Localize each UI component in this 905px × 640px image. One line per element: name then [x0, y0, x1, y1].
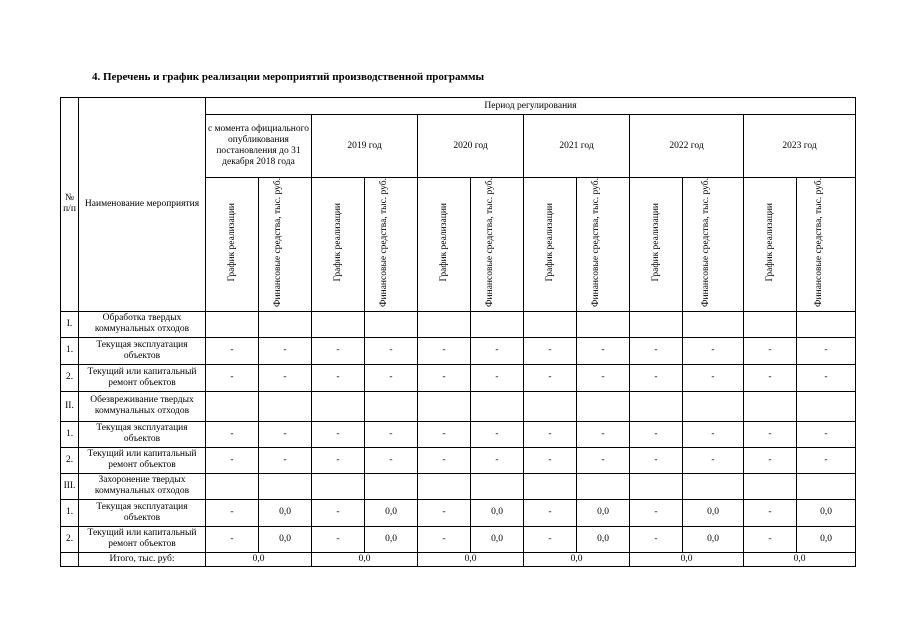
- cell-value: [797, 473, 856, 499]
- row-name: Текущая эксплуатация объектов: [79, 499, 206, 526]
- cell-value: -: [577, 337, 630, 364]
- cell-value: 0,0: [365, 526, 418, 552]
- cell-value: -: [744, 499, 797, 526]
- cell-value: -: [744, 421, 797, 447]
- header-schedule: [418, 178, 471, 312]
- header-schedule-label: График реализации: [332, 203, 343, 282]
- cell-value: -: [206, 364, 259, 391]
- cell-value: [744, 311, 797, 337]
- cell-value: -: [259, 337, 312, 364]
- cell-value: -: [797, 447, 856, 473]
- cell-value: [471, 311, 524, 337]
- cell-value: [259, 473, 312, 499]
- cell-value: -: [577, 421, 630, 447]
- cell-value: -: [744, 526, 797, 552]
- cell-value: -: [471, 447, 524, 473]
- cell-value: -: [365, 337, 418, 364]
- cell-value: -: [797, 421, 856, 447]
- cell-value: -: [259, 421, 312, 447]
- cell-value: -: [418, 499, 471, 526]
- cell-value: -: [577, 364, 630, 391]
- cell-value: -: [524, 364, 577, 391]
- header-schedule-label: График реализации: [438, 203, 449, 282]
- cell-value: 0,0: [259, 499, 312, 526]
- cell-value: -: [524, 526, 577, 552]
- cell-value: 0,0: [797, 499, 856, 526]
- section-row: [61, 391, 856, 421]
- cell-value: [683, 391, 744, 421]
- row-name: Текущий или капитальный ремонт объектов: [79, 447, 206, 473]
- header-schedule-label: График реализации: [544, 203, 555, 282]
- cell-value: [524, 311, 577, 337]
- header-schedule-label: График реализации: [226, 203, 237, 282]
- cell-value: -: [524, 447, 577, 473]
- cell-value: [259, 311, 312, 337]
- header-finance: [259, 178, 312, 312]
- row-name: Текущая эксплуатация объектов: [79, 337, 206, 364]
- cell-value: -: [797, 337, 856, 364]
- cell-value: -: [683, 364, 744, 391]
- row-num: 1.: [61, 421, 79, 447]
- table-row: [61, 499, 856, 526]
- row-name: Текущий или капитальный ремонт объектов: [79, 526, 206, 552]
- total-num: [61, 552, 79, 566]
- cell-value: -: [365, 364, 418, 391]
- cell-value: 0,0: [797, 526, 856, 552]
- row-num: III.: [61, 473, 79, 499]
- header-period-1: 2019 год: [312, 115, 418, 178]
- header-finance-label: Финансовые средства, тыс. руб.: [273, 178, 283, 307]
- header-schedule-label: График реализации: [764, 203, 775, 282]
- row-num: 2.: [61, 526, 79, 552]
- cell-value: -: [418, 421, 471, 447]
- cell-value: 0,0: [365, 499, 418, 526]
- cell-value: -: [312, 447, 365, 473]
- cell-value: [630, 473, 683, 499]
- cell-value: [577, 391, 630, 421]
- cell-value: [365, 391, 418, 421]
- cell-value: [524, 473, 577, 499]
- cell-value: -: [206, 337, 259, 364]
- row-name: Обработка твердых коммунальных отходов: [79, 311, 206, 337]
- cell-value: [312, 473, 365, 499]
- cell-value: -: [744, 337, 797, 364]
- cell-value: [630, 391, 683, 421]
- total-value: 0,0: [312, 552, 418, 566]
- table-row: [61, 526, 856, 552]
- cell-value: [418, 473, 471, 499]
- cell-value: -: [630, 364, 683, 391]
- cell-value: -: [524, 337, 577, 364]
- header-schedule: [312, 178, 365, 312]
- cell-value: [206, 391, 259, 421]
- section-row: [61, 473, 856, 499]
- row-name: Захоронение твердых коммунальных отходов: [79, 473, 206, 499]
- row-num: 2.: [61, 447, 79, 473]
- row-num: I.: [61, 311, 79, 337]
- header-schedule: [744, 178, 797, 312]
- header-period: Период регулирования: [206, 98, 856, 115]
- cell-value: [630, 311, 683, 337]
- cell-value: 0,0: [471, 526, 524, 552]
- cell-value: -: [630, 526, 683, 552]
- cell-value: [365, 311, 418, 337]
- header-schedule: [630, 178, 683, 312]
- cell-value: [797, 311, 856, 337]
- cell-value: -: [744, 447, 797, 473]
- cell-value: [744, 391, 797, 421]
- cell-value: -: [206, 526, 259, 552]
- section-row: [61, 311, 856, 337]
- cell-value: [259, 391, 312, 421]
- cell-value: -: [312, 526, 365, 552]
- cell-value: -: [744, 364, 797, 391]
- total-label: Итого, тыс. руб:: [79, 552, 206, 566]
- cell-value: 0,0: [471, 499, 524, 526]
- cell-value: -: [630, 421, 683, 447]
- cell-value: [797, 391, 856, 421]
- row-num: 1.: [61, 499, 79, 526]
- header-schedule: [524, 178, 577, 312]
- cell-value: [206, 473, 259, 499]
- header-finance-label: Финансовые средства, тыс. руб.: [485, 178, 495, 307]
- cell-value: [683, 473, 744, 499]
- table-row: [61, 421, 856, 447]
- header-finance: [683, 178, 744, 312]
- cell-value: -: [259, 447, 312, 473]
- header-finance-label: Финансовые средства, тыс. руб.: [701, 178, 711, 307]
- cell-value: -: [683, 421, 744, 447]
- row-name: Обезвреживание твердых коммунальных отходов: [79, 391, 206, 421]
- cell-value: -: [683, 337, 744, 364]
- cell-value: -: [471, 337, 524, 364]
- cell-value: -: [259, 364, 312, 391]
- cell-value: -: [312, 421, 365, 447]
- cell-value: [577, 311, 630, 337]
- header-finance: [365, 178, 418, 312]
- cell-value: [206, 311, 259, 337]
- cell-value: -: [206, 421, 259, 447]
- cell-value: [524, 391, 577, 421]
- cell-value: 0,0: [577, 526, 630, 552]
- header-period-4: 2022 год: [630, 115, 744, 178]
- header-finance-label: Финансовые средства, тыс. руб.: [814, 178, 824, 307]
- total-row: [61, 552, 856, 566]
- table-row: [61, 364, 856, 391]
- cell-value: -: [418, 447, 471, 473]
- cell-value: -: [471, 421, 524, 447]
- document-title: 4. Перечень и график реализации мероприятий производственной программы: [92, 71, 485, 83]
- cell-value: [683, 311, 744, 337]
- cell-value: -: [577, 447, 630, 473]
- cell-value: -: [630, 447, 683, 473]
- cell-value: 0,0: [683, 499, 744, 526]
- cell-value: -: [524, 499, 577, 526]
- cell-value: -: [206, 447, 259, 473]
- total-value: 0,0: [206, 552, 312, 566]
- cell-value: -: [418, 337, 471, 364]
- total-value: 0,0: [630, 552, 744, 566]
- table-row: [61, 447, 856, 473]
- cell-value: -: [797, 364, 856, 391]
- cell-value: -: [630, 337, 683, 364]
- cell-value: [365, 473, 418, 499]
- cell-value: -: [418, 364, 471, 391]
- header-num: № п/п: [61, 98, 79, 312]
- cell-value: 0,0: [683, 526, 744, 552]
- header-finance-label: Финансовые средства, тыс. руб.: [379, 178, 389, 307]
- row-name: Текущий или капитальный ремонт объектов: [79, 364, 206, 391]
- total-value: 0,0: [524, 552, 630, 566]
- header-schedule-label: График реализации: [650, 203, 661, 282]
- cell-value: -: [418, 526, 471, 552]
- header-period-2: 2020 год: [418, 115, 524, 178]
- header-finance: [577, 178, 630, 312]
- header-finance: [797, 178, 856, 312]
- cell-value: [312, 391, 365, 421]
- row-num: II.: [61, 391, 79, 421]
- cell-value: -: [312, 337, 365, 364]
- cell-value: -: [365, 421, 418, 447]
- cell-value: [312, 311, 365, 337]
- cell-value: -: [206, 499, 259, 526]
- header-period-5: 2023 год: [744, 115, 856, 178]
- header-period-3: 2021 год: [524, 115, 630, 178]
- header-schedule: [206, 178, 259, 312]
- cell-value: 0,0: [577, 499, 630, 526]
- total-value: 0,0: [744, 552, 856, 566]
- cell-value: -: [312, 499, 365, 526]
- cell-value: [471, 391, 524, 421]
- table-row: [61, 337, 856, 364]
- cell-value: 0,0: [259, 526, 312, 552]
- cell-value: [418, 391, 471, 421]
- cell-value: [418, 311, 471, 337]
- cell-value: -: [365, 447, 418, 473]
- cell-value: -: [471, 364, 524, 391]
- cell-value: [471, 473, 524, 499]
- cell-value: [744, 473, 797, 499]
- program-table: [60, 97, 856, 567]
- total-value: 0,0: [418, 552, 524, 566]
- header-finance-label: Финансовые средства, тыс. руб.: [591, 178, 601, 307]
- cell-value: -: [683, 447, 744, 473]
- header-period-0: с момента официального опубликования постановления до 31 декабря 2018 года: [206, 115, 312, 178]
- cell-value: -: [524, 421, 577, 447]
- header-name: Наименование мероприятия: [79, 98, 206, 312]
- cell-value: [577, 473, 630, 499]
- cell-value: -: [630, 499, 683, 526]
- row-name: Текущая эксплуатация объектов: [79, 421, 206, 447]
- row-num: 2.: [61, 364, 79, 391]
- cell-value: -: [312, 364, 365, 391]
- row-num: 1.: [61, 337, 79, 364]
- header-finance: [471, 178, 524, 312]
